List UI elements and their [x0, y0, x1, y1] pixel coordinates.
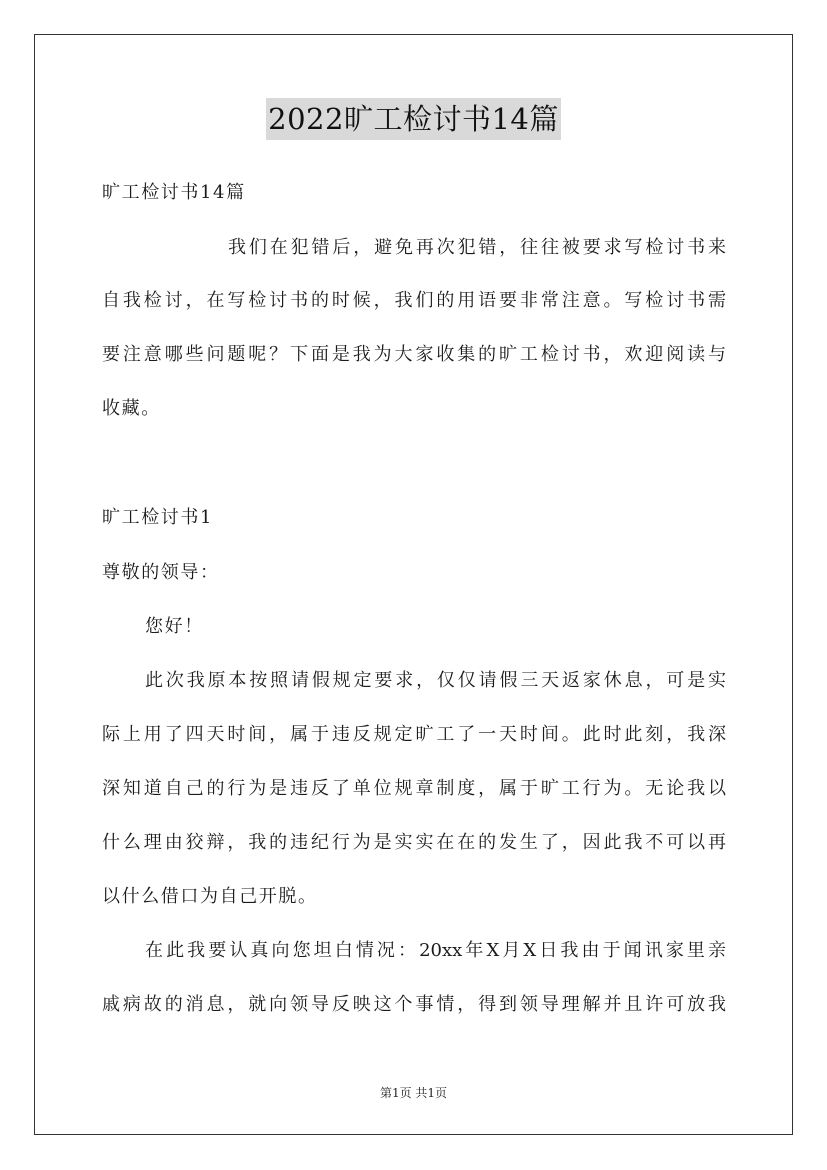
title-container — [0, 98, 827, 140]
intro-line: 收藏。 — [102, 398, 161, 419]
intro-line: 要注意哪些问题呢？下面是我为大家收集的旷工检讨书，欢迎阅读与 — [102, 344, 726, 365]
section-heading: 旷工检讨书1 — [102, 507, 214, 528]
paragraph-line: 际上用了四天时间，属于违反规定旷工了一天时间。此时此刻，我深 — [102, 724, 726, 745]
intro-line: 自我检讨，在写检讨书的时候，我们的用语要非常注意。写检讨书需 — [102, 290, 726, 311]
intro-line: 我们在犯错后，避免再次犯错，往往被要求写检讨书来 — [228, 237, 726, 258]
greeting: 您好！ — [145, 616, 204, 637]
page-footer: 第1页 共1页 — [379, 1086, 448, 1100]
paragraph-line: 以什么借口为自己开脱。 — [102, 886, 318, 907]
paragraph-line: 此次我原本按照请假规定要求，仅仅请假三天返家休息，可是实 — [145, 670, 726, 691]
document-subtitle: 旷工检讨书14篇 — [102, 182, 246, 203]
paragraph-line: 什么理由狡辩，我的违纪行为是实实在在的发生了，因此我不可以再 — [102, 832, 726, 853]
paragraph-line: 深知道自己的行为是违反了单位规章制度，属于旷工行为。无论我以 — [102, 778, 726, 799]
paragraph-line: 在此我要认真向您坦白情况：20xx年X月X日我由于闻讯家里亲 — [145, 940, 726, 961]
paragraph-line: 戚病故的消息，就向领导反映这个事情，得到领导理解并且许可放我 — [102, 994, 726, 1015]
document-title: 2022旷工检讨书14篇 — [266, 98, 561, 140]
salutation: 尊敬的领导： — [102, 562, 220, 583]
